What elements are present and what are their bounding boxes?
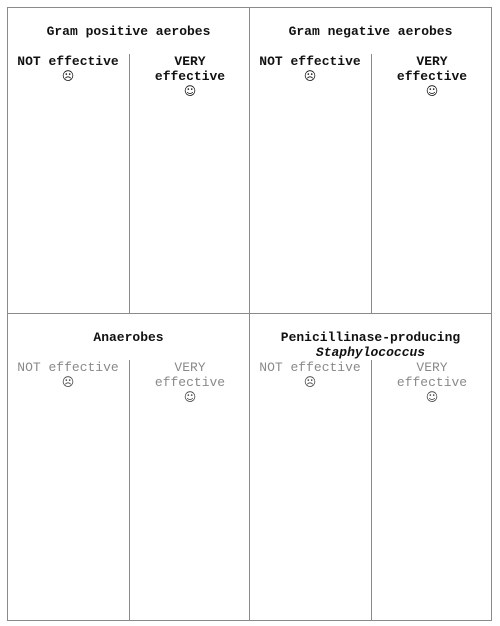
not-effective-label: NOT effective <box>259 54 361 69</box>
worksheet <box>7 7 492 621</box>
quadrant-title-text: Penicillinase-producing <box>280 330 461 345</box>
effective-label: effective <box>154 375 226 390</box>
very-label: VERY <box>174 54 206 69</box>
effective-label: effective <box>154 69 226 84</box>
quadrant-title-text: Gram negative aerobes <box>288 24 453 39</box>
very-label: VERY <box>416 360 448 375</box>
quadrant-gram-positive-aerobes <box>8 8 250 314</box>
very-label: VERY <box>416 54 448 69</box>
quadrant-title-text: Gram positive aerobes <box>46 24 211 39</box>
very-effective-column <box>372 360 492 405</box>
not-effective-column <box>250 54 370 84</box>
quadrant-title <box>8 330 249 345</box>
not-effective-column <box>250 360 370 390</box>
effective-label: effective <box>396 375 468 390</box>
sad-face-icon: ☹ <box>61 375 75 389</box>
very-effective-column <box>372 54 492 99</box>
sad-face-icon: ☹ <box>61 69 75 83</box>
smiley-face-icon: ☺ <box>183 390 197 404</box>
very-effective-column <box>130 360 250 405</box>
very-effective-column <box>130 54 250 99</box>
sad-face-icon: ☹ <box>303 69 317 83</box>
quadrant-title-text: Anaerobes <box>93 330 164 345</box>
not-effective-label: NOT effective <box>17 54 119 69</box>
quadrant-penicillinase-producing-staphylococcus <box>250 314 491 620</box>
sad-face-icon: ☹ <box>303 375 317 389</box>
very-label: VERY <box>174 360 206 375</box>
effective-label: effective <box>396 69 468 84</box>
quadrant-title <box>250 24 491 39</box>
not-effective-label: NOT effective <box>17 360 119 375</box>
not-effective-column <box>8 360 128 390</box>
smiley-face-icon: ☺ <box>425 390 439 404</box>
quadrant-title <box>250 330 491 360</box>
quadrant-gram-negative-aerobes <box>250 8 491 314</box>
not-effective-label: NOT effective <box>259 360 361 375</box>
quadrant-anaerobes <box>8 314 250 620</box>
quadrant-title-organism: Staphylococcus <box>315 345 426 360</box>
smiley-face-icon: ☺ <box>183 84 197 98</box>
quadrant-title <box>8 24 249 39</box>
smiley-face-icon: ☺ <box>425 84 439 98</box>
not-effective-column <box>8 54 128 84</box>
